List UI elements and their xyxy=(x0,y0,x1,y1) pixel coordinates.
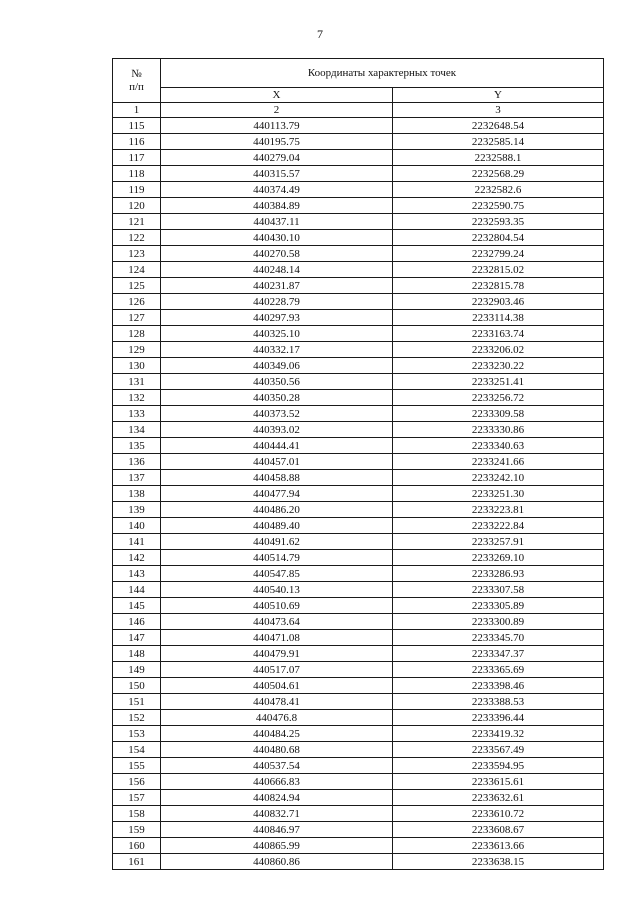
table-row xyxy=(113,854,604,870)
cell-y: 2232648.54 xyxy=(393,118,604,134)
cell-y: 2232799.24 xyxy=(393,246,604,262)
table-row xyxy=(113,486,604,502)
cell-y: 2232588.1 xyxy=(393,150,604,166)
cell-y: 2232585.14 xyxy=(393,134,604,150)
cell-y: 2233610.72 xyxy=(393,806,604,822)
cell-x: 440457.01 xyxy=(161,454,393,470)
cell-y: 2232804.54 xyxy=(393,230,604,246)
cell-point-number: 147 xyxy=(113,630,161,646)
table-row xyxy=(113,150,604,166)
cell-x: 440479.91 xyxy=(161,646,393,662)
table-row xyxy=(113,534,604,550)
header-y: Y xyxy=(393,88,604,103)
cell-x: 440297.93 xyxy=(161,310,393,326)
cell-x: 440510.69 xyxy=(161,598,393,614)
cell-y: 2232903.46 xyxy=(393,294,604,310)
cell-y: 2233242.10 xyxy=(393,470,604,486)
cell-y: 2233347.37 xyxy=(393,646,604,662)
cell-x: 440393.02 xyxy=(161,422,393,438)
cell-x: 440504.61 xyxy=(161,678,393,694)
cell-point-number: 119 xyxy=(113,182,161,198)
cell-point-number: 155 xyxy=(113,758,161,774)
table-row xyxy=(113,646,604,662)
cell-point-number: 123 xyxy=(113,246,161,262)
cell-x: 440832.71 xyxy=(161,806,393,822)
table-row xyxy=(113,694,604,710)
cell-x: 440477.94 xyxy=(161,486,393,502)
header-x: X xyxy=(161,88,393,103)
table-row xyxy=(113,342,604,358)
table-row xyxy=(113,198,604,214)
cell-x: 440473.64 xyxy=(161,614,393,630)
cell-y: 2233307.58 xyxy=(393,582,604,598)
cell-y: 2233222.84 xyxy=(393,518,604,534)
table-row xyxy=(113,166,604,182)
cell-x: 440514.79 xyxy=(161,550,393,566)
cell-x: 440824.94 xyxy=(161,790,393,806)
cell-y: 2233345.70 xyxy=(393,630,604,646)
cell-x: 440430.10 xyxy=(161,230,393,246)
cell-x: 440666.83 xyxy=(161,774,393,790)
cell-y: 2233365.69 xyxy=(393,662,604,678)
cell-point-number: 151 xyxy=(113,694,161,710)
table-row xyxy=(113,118,604,134)
table-row xyxy=(113,502,604,518)
cell-x: 440484.25 xyxy=(161,726,393,742)
cell-y: 2233615.61 xyxy=(393,774,604,790)
table-row xyxy=(113,262,604,278)
cell-x: 440195.75 xyxy=(161,134,393,150)
cell-x: 440373.52 xyxy=(161,406,393,422)
table-row xyxy=(113,246,604,262)
cell-y: 2232568.29 xyxy=(393,166,604,182)
table-row xyxy=(113,678,604,694)
cell-x: 440349.06 xyxy=(161,358,393,374)
cell-point-number: 117 xyxy=(113,150,161,166)
table-row xyxy=(113,470,604,486)
table-row xyxy=(113,406,604,422)
cell-x: 440517.07 xyxy=(161,662,393,678)
cell-x: 440846.97 xyxy=(161,822,393,838)
cell-point-number: 154 xyxy=(113,742,161,758)
cell-point-number: 129 xyxy=(113,342,161,358)
cell-y: 2233396.44 xyxy=(393,710,604,726)
cell-y: 2232815.02 xyxy=(393,262,604,278)
cell-y: 2233256.72 xyxy=(393,390,604,406)
cell-x: 440270.58 xyxy=(161,246,393,262)
cell-x: 440865.99 xyxy=(161,838,393,854)
cell-point-number: 121 xyxy=(113,214,161,230)
cell-point-number: 149 xyxy=(113,662,161,678)
cell-point-number: 141 xyxy=(113,534,161,550)
cell-point-number: 160 xyxy=(113,838,161,854)
cell-x: 440315.57 xyxy=(161,166,393,182)
cell-point-number: 126 xyxy=(113,294,161,310)
table-row xyxy=(113,662,604,678)
cell-y: 2233163.74 xyxy=(393,326,604,342)
table-row xyxy=(113,278,604,294)
cell-y: 2233613.66 xyxy=(393,838,604,854)
cell-x: 440350.56 xyxy=(161,374,393,390)
cell-y: 2233632.61 xyxy=(393,790,604,806)
cell-point-number: 137 xyxy=(113,470,161,486)
table-row xyxy=(113,566,604,582)
cell-x: 440458.88 xyxy=(161,470,393,486)
table-body xyxy=(113,118,604,870)
cell-x: 440384.89 xyxy=(161,198,393,214)
cell-x: 440332.17 xyxy=(161,342,393,358)
table-row xyxy=(113,550,604,566)
cell-y: 2233230.22 xyxy=(393,358,604,374)
cell-point-number: 157 xyxy=(113,790,161,806)
table-row xyxy=(113,422,604,438)
cell-point-number: 116 xyxy=(113,134,161,150)
table-row xyxy=(113,710,604,726)
cell-y: 2233594.95 xyxy=(393,758,604,774)
cell-y: 2233251.41 xyxy=(393,374,604,390)
cell-point-number: 139 xyxy=(113,502,161,518)
cell-point-number: 115 xyxy=(113,118,161,134)
cell-y: 2232590.75 xyxy=(393,198,604,214)
cell-x: 440444.41 xyxy=(161,438,393,454)
cell-x: 440248.14 xyxy=(161,262,393,278)
cell-y: 2233567.49 xyxy=(393,742,604,758)
table-row xyxy=(113,774,604,790)
cell-x: 440537.54 xyxy=(161,758,393,774)
table-row xyxy=(113,390,604,406)
table-row xyxy=(113,182,604,198)
cell-y: 2233330.86 xyxy=(393,422,604,438)
table-row xyxy=(113,134,604,150)
table-row xyxy=(113,454,604,470)
cell-x: 440471.08 xyxy=(161,630,393,646)
cell-point-number: 124 xyxy=(113,262,161,278)
cell-y: 2233269.10 xyxy=(393,550,604,566)
table-row xyxy=(113,598,604,614)
cell-x: 440478.41 xyxy=(161,694,393,710)
header-index-1: 1 xyxy=(113,103,161,118)
cell-point-number: 145 xyxy=(113,598,161,614)
table-row xyxy=(113,438,604,454)
cell-point-number: 144 xyxy=(113,582,161,598)
cell-x: 440228.79 xyxy=(161,294,393,310)
table-row xyxy=(113,294,604,310)
cell-y: 2233638.15 xyxy=(393,854,604,870)
cell-point-number: 133 xyxy=(113,406,161,422)
table-row xyxy=(113,230,604,246)
cell-point-number: 136 xyxy=(113,454,161,470)
cell-y: 2233257.91 xyxy=(393,534,604,550)
table-row xyxy=(113,742,604,758)
cell-y: 2233305.89 xyxy=(393,598,604,614)
cell-y: 2233398.46 xyxy=(393,678,604,694)
cell-point-number: 159 xyxy=(113,822,161,838)
table-row xyxy=(113,806,604,822)
cell-x: 440374.49 xyxy=(161,182,393,198)
header-index-2: 2 xyxy=(161,103,393,118)
cell-point-number: 143 xyxy=(113,566,161,582)
cell-point-number: 142 xyxy=(113,550,161,566)
header-point-number-label: № п/п xyxy=(129,67,144,93)
table-row xyxy=(113,374,604,390)
cell-point-number: 153 xyxy=(113,726,161,742)
table-row xyxy=(113,726,604,742)
coordinates-table xyxy=(112,58,604,870)
cell-point-number: 150 xyxy=(113,678,161,694)
cell-x: 440540.13 xyxy=(161,582,393,598)
table-row xyxy=(113,758,604,774)
cell-x: 440491.62 xyxy=(161,534,393,550)
cell-point-number: 156 xyxy=(113,774,161,790)
cell-point-number: 158 xyxy=(113,806,161,822)
cell-x: 440279.04 xyxy=(161,150,393,166)
table-row xyxy=(113,582,604,598)
cell-point-number: 120 xyxy=(113,198,161,214)
cell-point-number: 146 xyxy=(113,614,161,630)
cell-x: 440547.85 xyxy=(161,566,393,582)
cell-point-number: 134 xyxy=(113,422,161,438)
cell-y: 2233206.02 xyxy=(393,342,604,358)
cell-x: 440476.8 xyxy=(161,710,393,726)
cell-y: 2232582.6 xyxy=(393,182,604,198)
header-index-3: 3 xyxy=(393,103,604,118)
cell-point-number: 122 xyxy=(113,230,161,246)
cell-x: 440480.68 xyxy=(161,742,393,758)
cell-x: 440486.20 xyxy=(161,502,393,518)
cell-y: 2232815.78 xyxy=(393,278,604,294)
cell-point-number: 131 xyxy=(113,374,161,390)
table-row xyxy=(113,630,604,646)
header-point-number xyxy=(113,59,161,103)
table-row xyxy=(113,822,604,838)
cell-point-number: 148 xyxy=(113,646,161,662)
cell-x: 440860.86 xyxy=(161,854,393,870)
cell-point-number: 132 xyxy=(113,390,161,406)
cell-point-number: 118 xyxy=(113,166,161,182)
table-row xyxy=(113,838,604,854)
cell-point-number: 125 xyxy=(113,278,161,294)
cell-y: 2233251.30 xyxy=(393,486,604,502)
cell-point-number: 127 xyxy=(113,310,161,326)
cell-point-number: 161 xyxy=(113,854,161,870)
cell-y: 2233340.63 xyxy=(393,438,604,454)
table-row xyxy=(113,790,604,806)
table-row xyxy=(113,310,604,326)
cell-x: 440489.40 xyxy=(161,518,393,534)
cell-point-number: 130 xyxy=(113,358,161,374)
cell-point-number: 140 xyxy=(113,518,161,534)
cell-y: 2233419.32 xyxy=(393,726,604,742)
table-row xyxy=(113,326,604,342)
table-row xyxy=(113,518,604,534)
table-row xyxy=(113,214,604,230)
cell-y: 2233241.66 xyxy=(393,454,604,470)
cell-y: 2233114.38 xyxy=(393,310,604,326)
cell-point-number: 138 xyxy=(113,486,161,502)
cell-y: 2232593.35 xyxy=(393,214,604,230)
header-coordinates-group: Координаты характерных точек xyxy=(161,59,604,88)
page-number: 7 xyxy=(317,27,323,41)
cell-y: 2233286.93 xyxy=(393,566,604,582)
cell-y: 2233309.58 xyxy=(393,406,604,422)
cell-x: 440437.11 xyxy=(161,214,393,230)
cell-point-number: 152 xyxy=(113,710,161,726)
table-row xyxy=(113,614,604,630)
cell-x: 440231.87 xyxy=(161,278,393,294)
cell-x: 440350.28 xyxy=(161,390,393,406)
cell-y: 2233223.81 xyxy=(393,502,604,518)
cell-y: 2233388.53 xyxy=(393,694,604,710)
cell-point-number: 135 xyxy=(113,438,161,454)
cell-x: 440325.10 xyxy=(161,326,393,342)
cell-y: 2233300.89 xyxy=(393,614,604,630)
cell-y: 2233608.67 xyxy=(393,822,604,838)
table-row xyxy=(113,358,604,374)
cell-point-number: 128 xyxy=(113,326,161,342)
cell-x: 440113.79 xyxy=(161,118,393,134)
